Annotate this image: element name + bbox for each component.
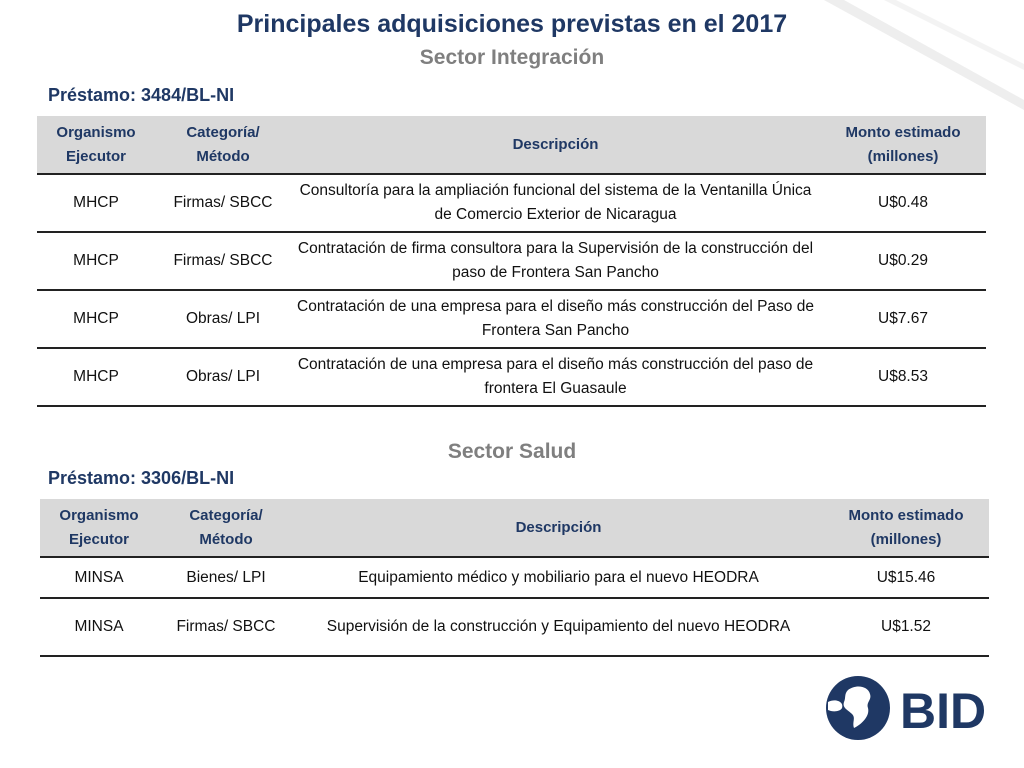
col-descripcion: Descripción bbox=[294, 499, 823, 557]
cell-agency: MHCP bbox=[37, 290, 155, 348]
table-row bbox=[40, 557, 989, 598]
cell-category: Firmas/ SBCC bbox=[155, 232, 291, 290]
sector-integracion-title: Sector Integración bbox=[419, 46, 605, 69]
cell-category: Firmas/ SBCC bbox=[158, 598, 294, 656]
table-row bbox=[37, 348, 986, 406]
table-row bbox=[37, 290, 986, 348]
col-organismo: Organismo Ejecutor bbox=[40, 499, 158, 557]
cell-amount: U$15.46 bbox=[823, 557, 989, 598]
cell-amount: U$0.29 bbox=[820, 232, 986, 290]
cell-description: Contratación de una empresa para el diseño más construcción del Paso de Frontera San Pancho bbox=[291, 290, 820, 348]
cell-agency: MHCP bbox=[37, 348, 155, 406]
cell-category: Obras/ LPI bbox=[155, 290, 291, 348]
loan-3484-label: Préstamo: 3484/BL-NI bbox=[48, 85, 235, 105]
cell-amount: U$1.52 bbox=[823, 598, 989, 656]
col-categoria: Categoría/ Método bbox=[158, 499, 294, 557]
cell-category: Firmas/ SBCC bbox=[155, 174, 291, 232]
col-descripcion: Descripción bbox=[291, 116, 820, 174]
col-monto: Monto estimado (millones) bbox=[823, 499, 989, 557]
sector-salud-title: Sector Salud bbox=[447, 440, 577, 463]
col-categoria: Categoría/ Método bbox=[155, 116, 291, 174]
cell-agency: MHCP bbox=[37, 174, 155, 232]
col-organismo: Organismo Ejecutor bbox=[37, 116, 155, 174]
cell-agency: MHCP bbox=[37, 232, 155, 290]
table-row bbox=[37, 232, 986, 290]
cell-amount: U$0.48 bbox=[820, 174, 986, 232]
salud-table bbox=[40, 499, 989, 657]
cell-amount: U$7.67 bbox=[820, 290, 986, 348]
cell-agency: MINSA bbox=[40, 598, 158, 656]
table-row bbox=[37, 174, 986, 232]
cell-amount: U$8.53 bbox=[820, 348, 986, 406]
col-monto: Monto estimado (millones) bbox=[820, 116, 986, 174]
table-header-row bbox=[40, 499, 989, 557]
cell-description: Supervisión de la construcción y Equipamiento del nuevo HEODRA bbox=[294, 598, 823, 656]
cell-description: Consultoría para la ampliación funcional del sistema de la Ventanilla Única de Comercio Exterior de Nicaragua bbox=[291, 174, 820, 232]
integracion-table bbox=[37, 116, 986, 407]
logo-text: BID bbox=[900, 683, 987, 739]
table-header-row bbox=[37, 116, 986, 174]
bid-logo bbox=[822, 672, 1002, 744]
cell-description: Contratación de una empresa para el diseño más construcción del paso de frontera El Guasaule bbox=[291, 348, 820, 406]
cell-description: Contratación de firma consultora para la Supervisión de la construcción del paso de Frontera San Pancho bbox=[291, 232, 820, 290]
page-title: Principales adquisiciones previstas en el 2017 bbox=[236, 10, 788, 38]
loan-3306-label: Préstamo: 3306/BL-NI bbox=[48, 468, 235, 488]
cell-description: Equipamiento médico y mobiliario para el nuevo HEODRA bbox=[294, 557, 823, 598]
cell-category: Obras/ LPI bbox=[155, 348, 291, 406]
cell-agency: MINSA bbox=[40, 557, 158, 598]
table-row bbox=[40, 598, 989, 656]
cell-category: Bienes/ LPI bbox=[158, 557, 294, 598]
